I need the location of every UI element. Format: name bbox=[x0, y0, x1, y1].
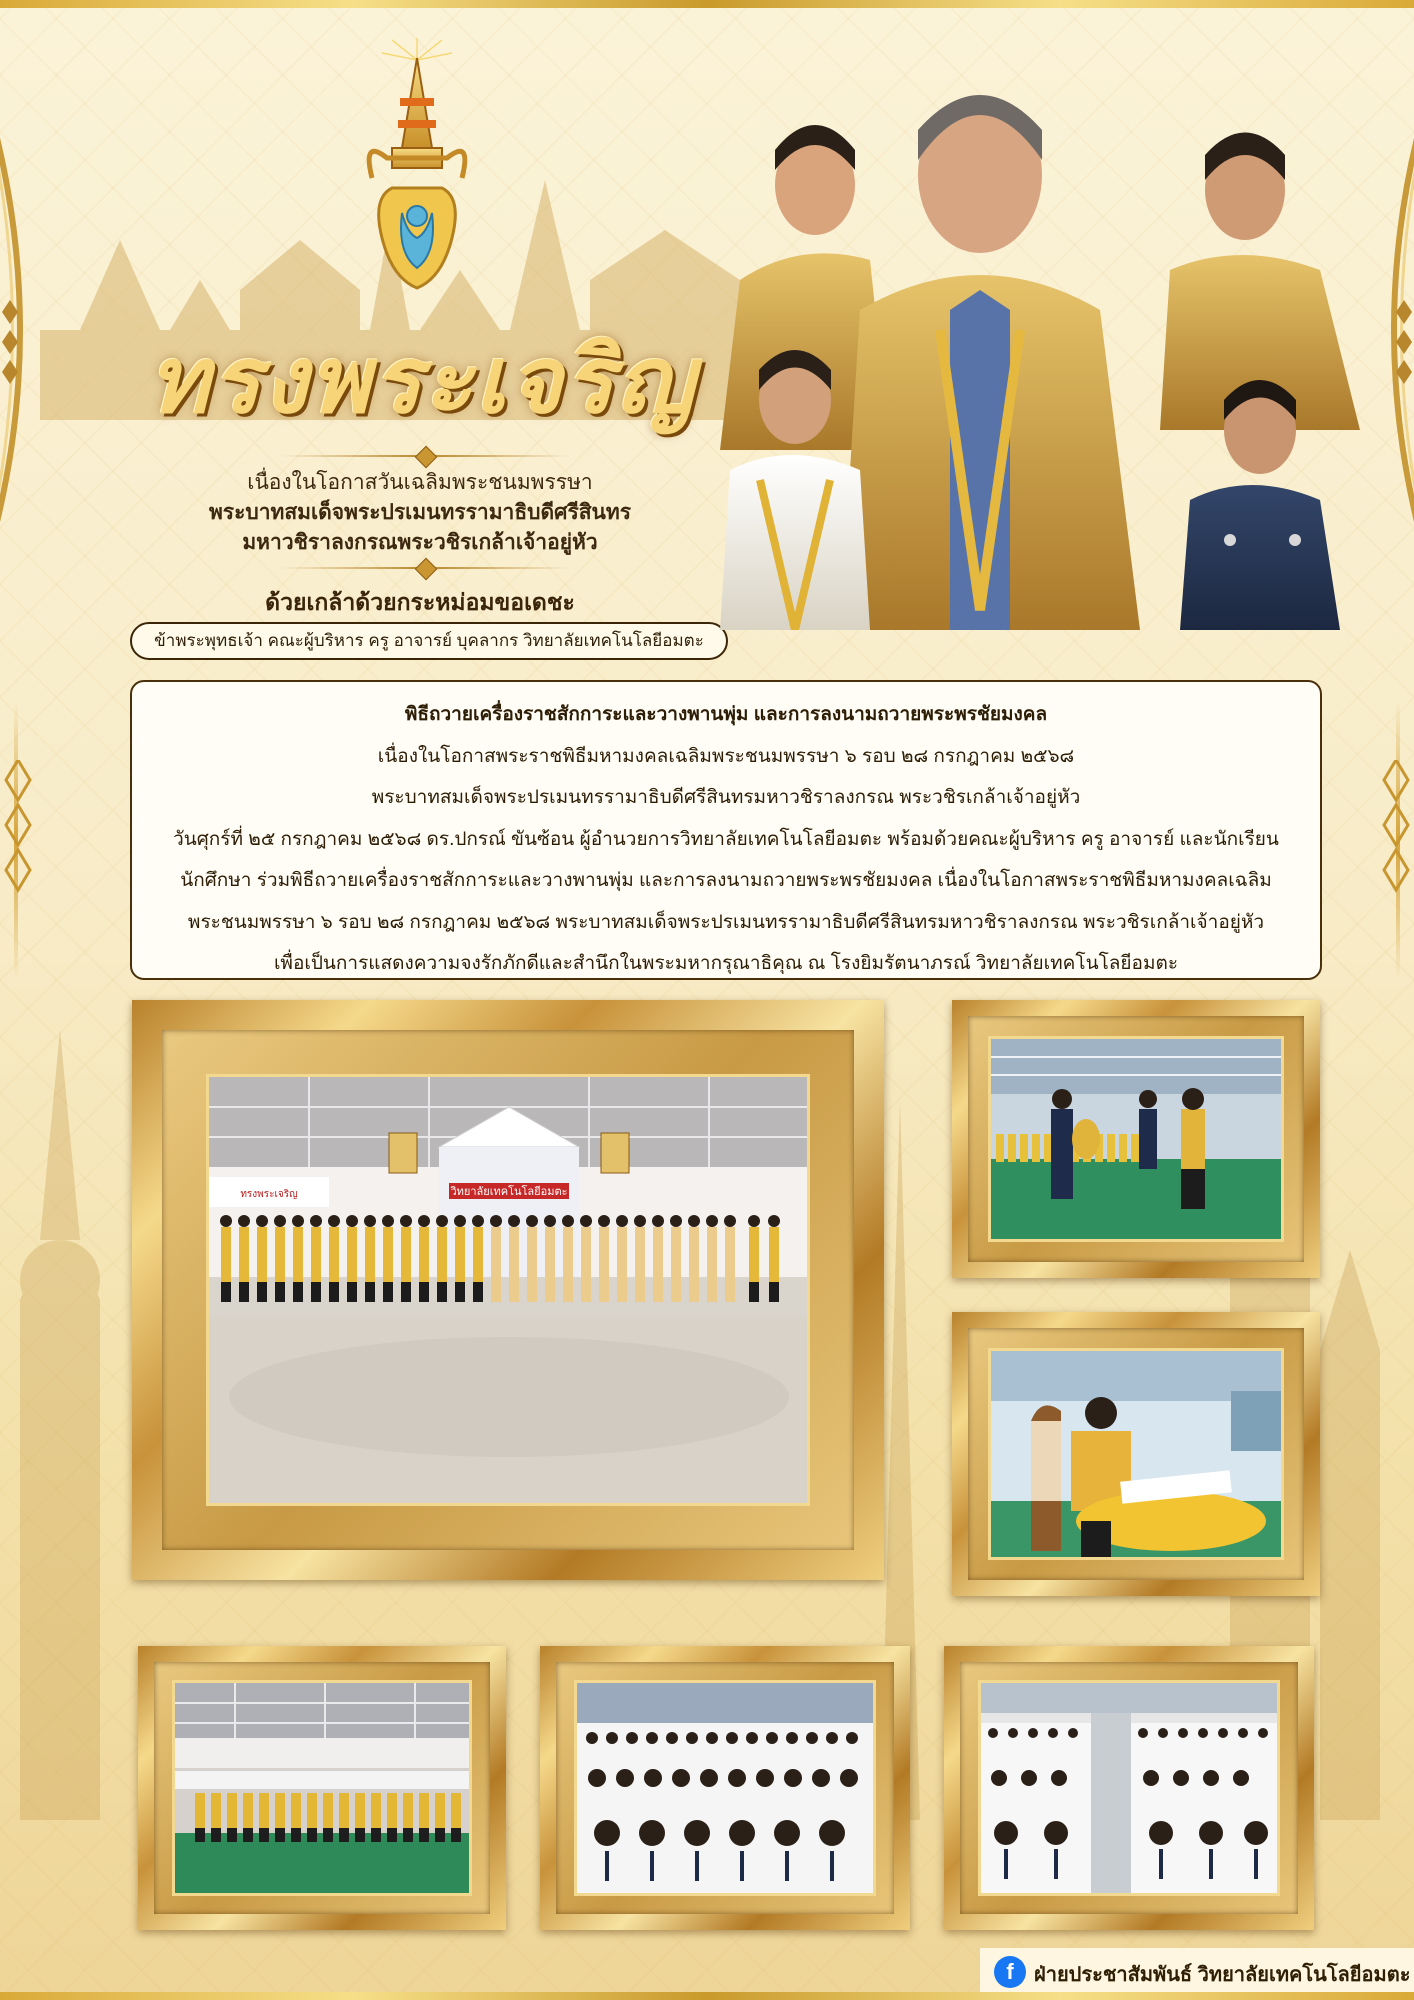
main-photo-frame bbox=[132, 1000, 884, 1580]
footer-credit-text: ฝ่ายประชาสัมพันธ์ วิทยาลัยเทคโนโลยีอมตะ bbox=[1034, 1964, 1411, 1986]
presenting-offering-photo bbox=[988, 1036, 1284, 1242]
occasion-text bbox=[130, 468, 710, 558]
description-line-6: พระชนมพรรษา ๖ รอบ ๒๘ กรกฎาคม ๒๕๖๘ พระบาทสมเด็จพระปรเมนทรรามาธิบดีศรีสินทรมหาวชิราลงกรณ พระวชิรเกล้าเจ้าอยู่หัว bbox=[187, 911, 1265, 933]
left-gold-ornament bbox=[0, 120, 50, 540]
portrait-left-icon bbox=[389, 1133, 417, 1173]
photo-frame-staff bbox=[138, 1646, 506, 1930]
royal-portraits-collage bbox=[720, 30, 1360, 630]
main-photo-mat bbox=[162, 1030, 854, 1550]
right-diamond-chain-ornament bbox=[1382, 760, 1410, 900]
description-line-5: นักศึกษา ร่วมพิธีถวายเครื่องราชสักการะและวางพานพุ่ม และการลงนามถวายพระพรชัยมงคล เนื่องในโอกาสพระราชพิธีมหามงคลเฉลิม bbox=[180, 870, 1272, 891]
description-line-3: พระบาทสมเด็จพระปรเมนทรรามาธิบดีศรีสินทรมหาวชิราลงกรณ พระวชิรเกล้าเจ้าอยู่หัว bbox=[371, 787, 1081, 808]
description-line-2: เนื่องในโอกาสพระราชพิธีมหามงคลเฉลิมพระชนมพรรษา ๖ รอบ ๒๘ กรกฎาคม ๒๕๖๘ bbox=[377, 745, 1075, 767]
royal-emblem bbox=[352, 38, 482, 318]
description-line-7: เพื่อเป็นการแสดงความจงรักภักดีและสำนึกในพระมหากรุณาธิคุณ ณ โรงยิมรัตนาภรณ์ วิทยาลัยเทคโนโลยีอมตะ bbox=[273, 953, 1179, 974]
divider-top bbox=[280, 455, 570, 457]
top-gold-rule bbox=[0, 0, 1414, 8]
photo-mat-staff bbox=[154, 1662, 490, 1914]
divider-bottom bbox=[280, 567, 570, 569]
occasion-line-3: มหาวชิราลงกรณพระวชิรเกล้าเจ้าอยู่หัว bbox=[242, 531, 598, 554]
photo-mat-offering bbox=[968, 1016, 1304, 1262]
photo-frame-offering bbox=[952, 1000, 1320, 1278]
photo-frame-students-aisle bbox=[944, 1646, 1314, 1930]
occasion-line-2: พระบาทสมเด็จพระปรเมนทรรามาธิบดีศรีสินทร bbox=[208, 501, 632, 524]
title-long-live-the-king: ทรงพระเจริญ bbox=[148, 326, 696, 434]
group-ceremony-photo bbox=[206, 1074, 810, 1506]
right-gold-ornament bbox=[1364, 120, 1414, 540]
students-seated-photo bbox=[574, 1680, 876, 1896]
photo-mat-signing bbox=[968, 1328, 1304, 1580]
ceremony-description-box bbox=[130, 680, 1322, 980]
facebook-icon[interactable]: f bbox=[994, 1956, 1026, 1988]
staff-rows-gym-photo bbox=[172, 1680, 472, 1896]
main-photo-side-text: ทรงพระเจริญ bbox=[240, 1189, 298, 1200]
loyalty-phrase: ด้วยเกล้าด้วยกระหม่อมขอเดชะ bbox=[265, 589, 575, 615]
portrait-right-icon bbox=[601, 1133, 629, 1173]
signing-blessing-book-photo bbox=[988, 1348, 1284, 1560]
students-aisle-photo bbox=[978, 1680, 1280, 1896]
photo-frame-signing bbox=[952, 1312, 1320, 1596]
left-diamond-chain-ornament bbox=[4, 760, 32, 900]
bottom-gold-rule bbox=[0, 1992, 1414, 2000]
photo-frame-students-seated bbox=[540, 1646, 910, 1930]
photo-mat-students-seated bbox=[556, 1662, 894, 1914]
photo-mat-students-aisle bbox=[960, 1662, 1298, 1914]
occasion-line-1: เนื่องในโอกาสวันเฉลิมพระชนมพรรษา bbox=[247, 471, 593, 494]
main-photo-banner-text: วิทยาลัยเทคโนโลยีอมตะ bbox=[450, 1186, 568, 1198]
description-line-1: พิธีถวายเครื่องราชสักการะและวางพานพุ่ม และการลงนามถวายพระพรชัยมงคล bbox=[404, 704, 1048, 725]
from-staff-label: ข้าพระพุทธเจ้า คณะผู้บริหาร ครู อาจารย์ บุคลากร วิทยาลัยเทคโนโลยีอมตะ bbox=[130, 622, 728, 660]
description-line-4: วันศุกร์ที่ ๒๕ กรกฎาคม ๒๕๖๘ ดร.ปกรณ์ ขันซ้อน ผู้อำนวยการวิทยาลัยเทคโนโลยีอมตะ พร้อมด้วยคณะผู้บริหาร ครู อาจารย์ และนักเรียน bbox=[173, 828, 1279, 850]
